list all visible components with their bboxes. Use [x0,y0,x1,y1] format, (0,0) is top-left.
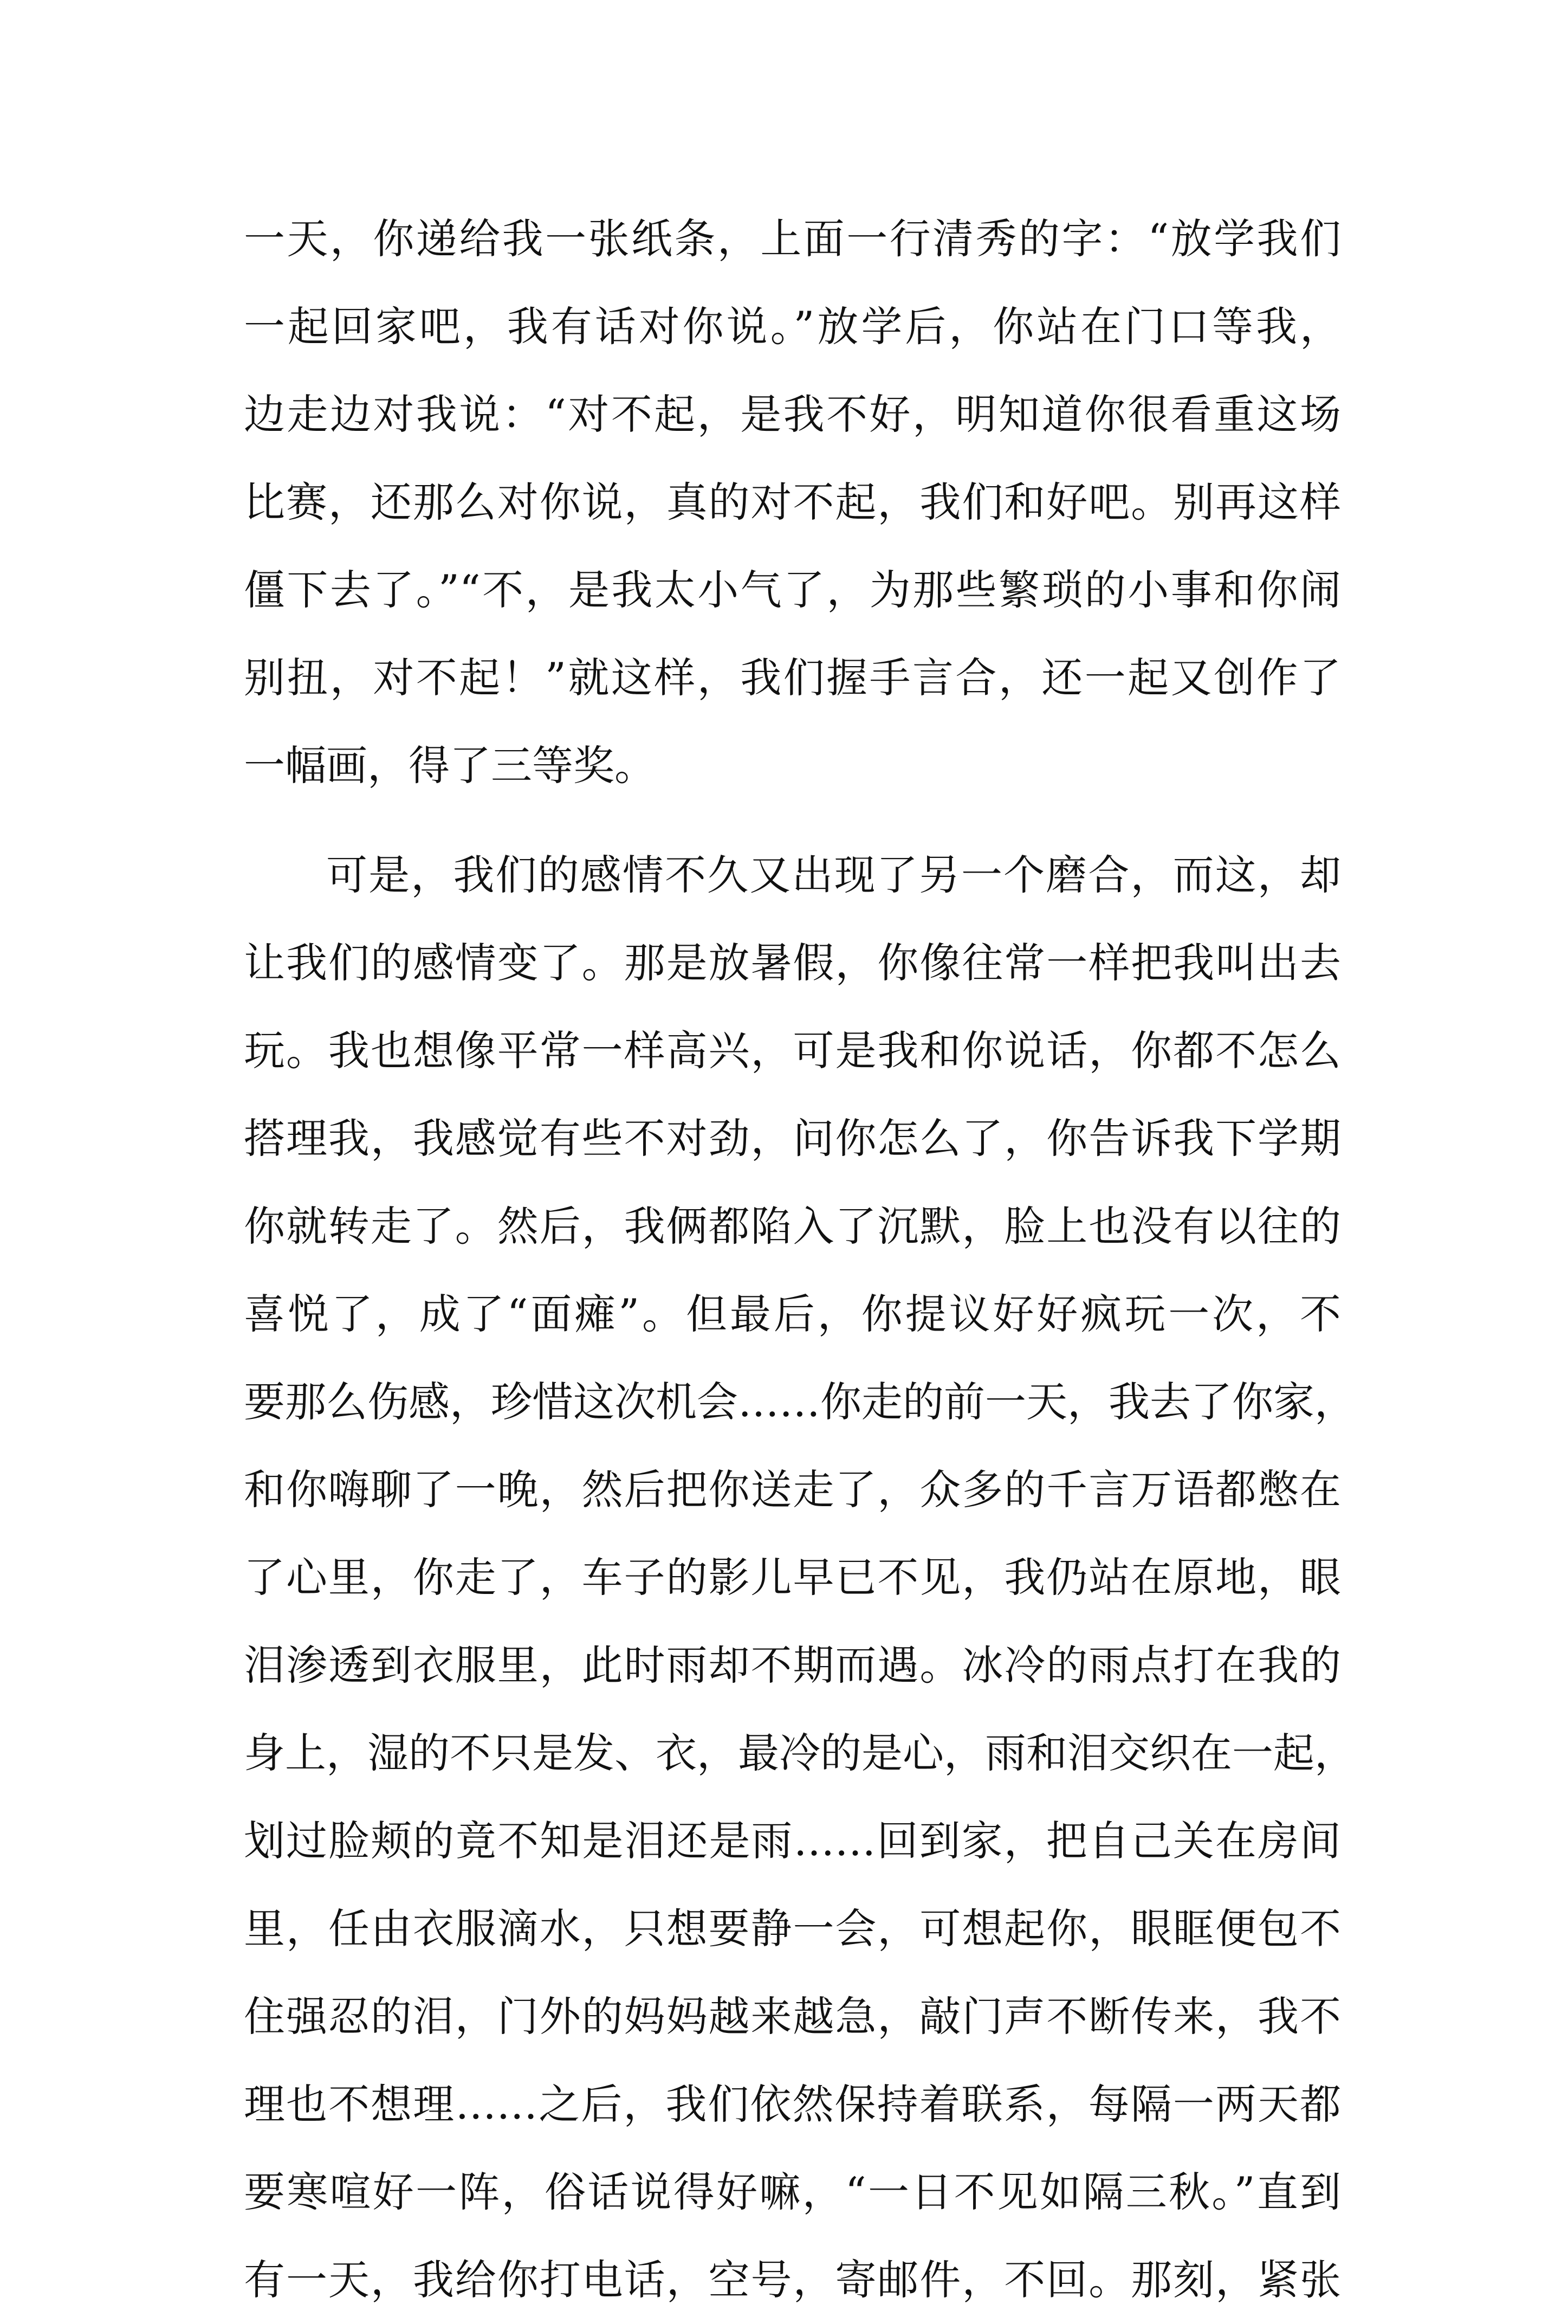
text-line: 喜悦了，成了“面瘫”。但最后，你提议好好疯玩一次，不 [244,1290,1341,1338]
text-line: 边走边对我说：“对不起，是我不好，明知道你很看重这场 [244,390,1341,438]
text-line: 让我们的感情变了。那是放暑假，你像往常一样把我叫出去 [244,939,1341,987]
text-line: 可是，我们的感情不久又出现了另一个磨合，而这，却 [326,851,1341,899]
text-line: 玩。我也想像平常一样高兴，可是我和你说话，你都不怎么 [244,1027,1341,1075]
text-line: 僵下去了。”“不，是我太小气了，为那些繁琐的小事和你闹 [244,566,1341,614]
paragraph-1 [244,195,1341,810]
text-line: 泪渗透到衣服里，此时雨却不期而遇。冰冷的雨点打在我的 [244,1641,1341,1689]
text-line: 搭理我，我感觉有些不对劲，问你怎么了，你告诉我下学期 [244,1114,1341,1163]
text-line: 划过脸颊的竟不知是泪还是雨……回到家，把自己关在房间 [244,1817,1341,1865]
text-line: 别扭，对不起！”就这样，我们握手言合，还一起又创作了 [244,654,1341,702]
text-line: 要那么伤感，珍惜这次机会……你走的前一天，我去了你家， [244,1378,1356,1426]
text-line: 要寒喧好一阵，俗话说得好嘛，“一日不见如隔三秋。”直到 [244,2168,1341,2216]
document-body [244,195,1356,2324]
text-line: 理也不想理……之后，我们依然保持着联系，每隔一两天都 [244,2080,1341,2128]
text-line: 有一天，我给你打电话，空号，寄邮件，不回。那刻，紧张 [244,2256,1341,2304]
text-line: 住强忍的泪，门外的妈妈越来越急，敲门声不断传来，我不 [244,1992,1341,2041]
text-line: 和你嗨聊了一晚，然后把你送走了，众多的千言万语都憋在 [244,1466,1341,1514]
text-line: 了心里，你走了，车子的影儿早已不见，我仍站在原地，眼 [244,1553,1341,1602]
paragraph-2 [244,831,1356,2324]
text-line: 你就转走了。然后，我俩都陷入了沉默，脸上也没有以往的 [244,1202,1341,1250]
text-line: 里，任由衣服滴水，只想要静一会，可想起你，眼眶便包不 [244,1905,1341,1953]
text-line: 一起回家吧，我有话对你说。”放学后，你站在门口等我， [244,302,1341,351]
text-line: 身上，湿的不只是发、衣，最冷的是心，雨和泪交织在一起， [244,1729,1356,1777]
paragraph-gap [244,810,1341,831]
text-line: 比赛，还那么对你说，真的对不起，我们和好吧。别再这样 [244,478,1341,526]
text-line: 一幅画，得了三等奖。 [244,741,656,790]
text-line: 一天，你递给我一张纸条，上面一行清秀的字：“放学我们 [244,215,1341,263]
